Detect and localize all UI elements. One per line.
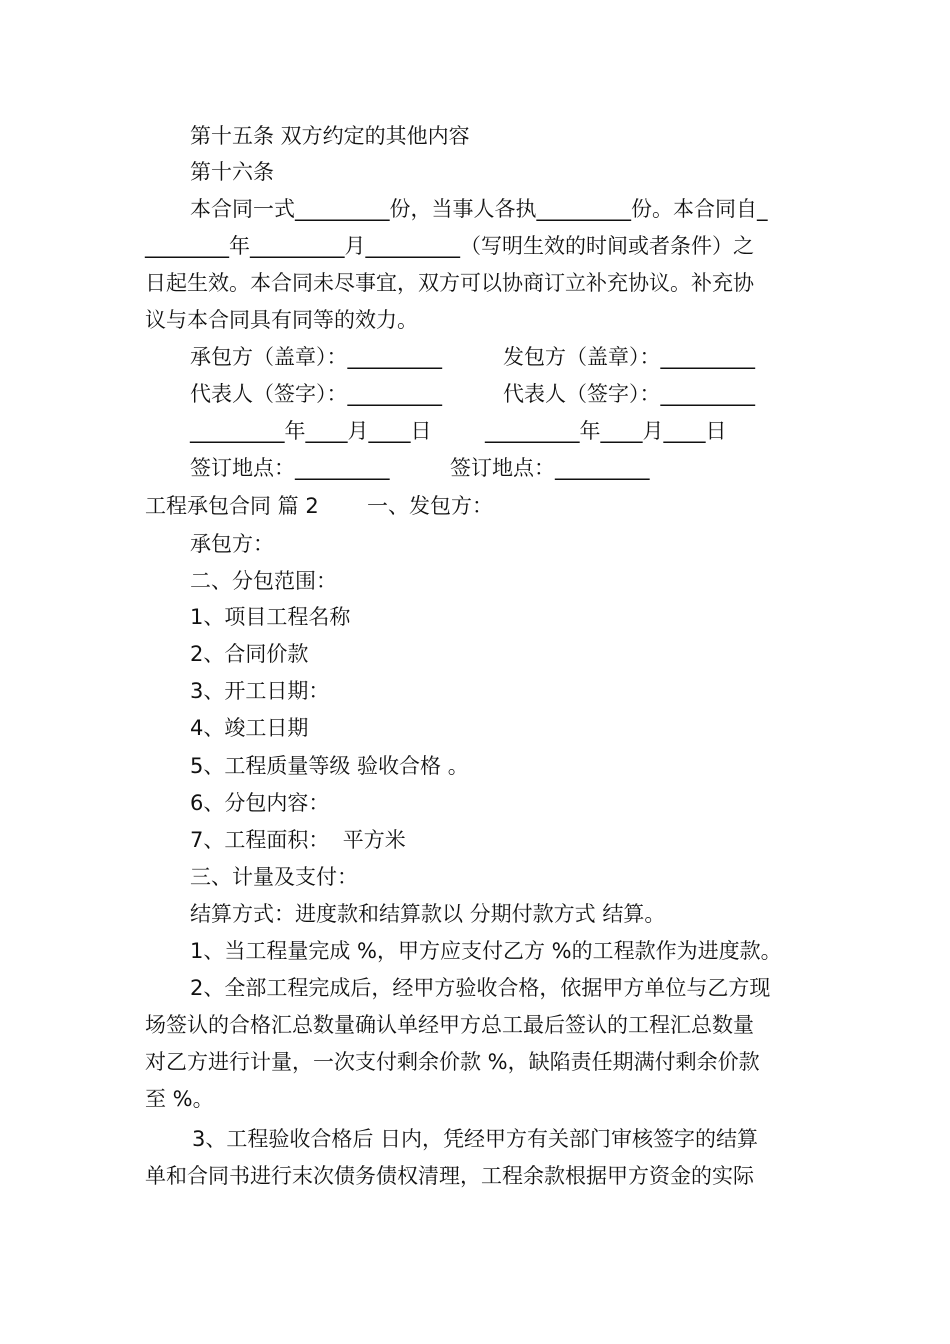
employer-date-field: _________年____月____日: [485, 419, 727, 443]
clause-16-heading: 第十六条: [190, 160, 274, 184]
payment-item-2-line: 2、全部工程完成后，经甲方验收合格，依据甲方单位与乙方现: [190, 976, 771, 1000]
section-title: 工程承包合同 篇 2: [145, 494, 319, 518]
list-item: 2、合同价款: [190, 642, 309, 666]
contractor-heading: 承包方：: [190, 532, 274, 556]
clause-16-text-line: 日起生效。本合同未尽事宜，双方可以协商订立补充协议。补充协: [145, 271, 754, 295]
list-item: 5、工程质量等级 验收合格 。: [190, 754, 469, 778]
list-item: 7、工程面积： 平方米: [190, 828, 406, 852]
clause-16-text-line: ________年_________月_________（写明生效的时间或者条件）之: [145, 234, 754, 258]
subcontract-scope-heading: 二、分包范围：: [190, 569, 337, 593]
list-item: 6、分包内容：: [190, 791, 330, 815]
contractor-signing-place-field: 签订地点：_________: [190, 456, 390, 480]
payment-item-1: 1、当工程量完成 %，甲方应支付乙方 %的工程款作为进度款。: [190, 939, 782, 963]
employer-signing-place-field: 签订地点：_________: [450, 456, 650, 480]
list-item: 3、开工日期：: [190, 679, 330, 703]
clause-15-heading: 第十五条 双方约定的其他内容: [190, 124, 470, 148]
payment-item-2-line: 至 %。: [145, 1087, 214, 1111]
payment-item-3-line: 3、工程验收合格后 日内，凭经甲方有关部门审核签字的结算: [192, 1127, 759, 1151]
list-item: 1、项目工程名称: [190, 605, 351, 629]
payment-item-2-line: 对乙方进行计量，一次支付剩余价款 %，缺陷责任期满付剩余价款: [145, 1050, 760, 1074]
employer-representative-field: 代表人（签字）：_________: [503, 382, 755, 406]
contractor-representative-field: 代表人（签字）：_________: [190, 382, 442, 406]
settlement-method-text: 结算方式：进度款和结算款以 分期付款方式 结算。: [190, 902, 666, 926]
payment-item-2-line: 场签认的合格汇总数量确认单经甲方总工最后签认的工程汇总数量: [145, 1013, 754, 1037]
list-item: 4、竣工日期: [190, 716, 309, 740]
clause-16-text-line: 本合同一式_________份，当事人各执_________份。本合同自_: [190, 197, 768, 221]
clause-16-text-line: 议与本合同具有同等的效力。: [145, 308, 418, 332]
payment-item-3-line: 单和合同书进行末次债务债权清理，工程余款根据甲方资金的实际: [145, 1164, 754, 1188]
employer-seal-field: 发包方（盖章）：_________: [503, 345, 755, 369]
contractor-date-field: _________年____月____日: [190, 419, 432, 443]
contractor-seal-field: 承包方（盖章）：_________: [190, 345, 442, 369]
measurement-payment-heading: 三、计量及支付：: [190, 865, 358, 889]
employer-heading: 一、发包方：: [367, 494, 493, 518]
